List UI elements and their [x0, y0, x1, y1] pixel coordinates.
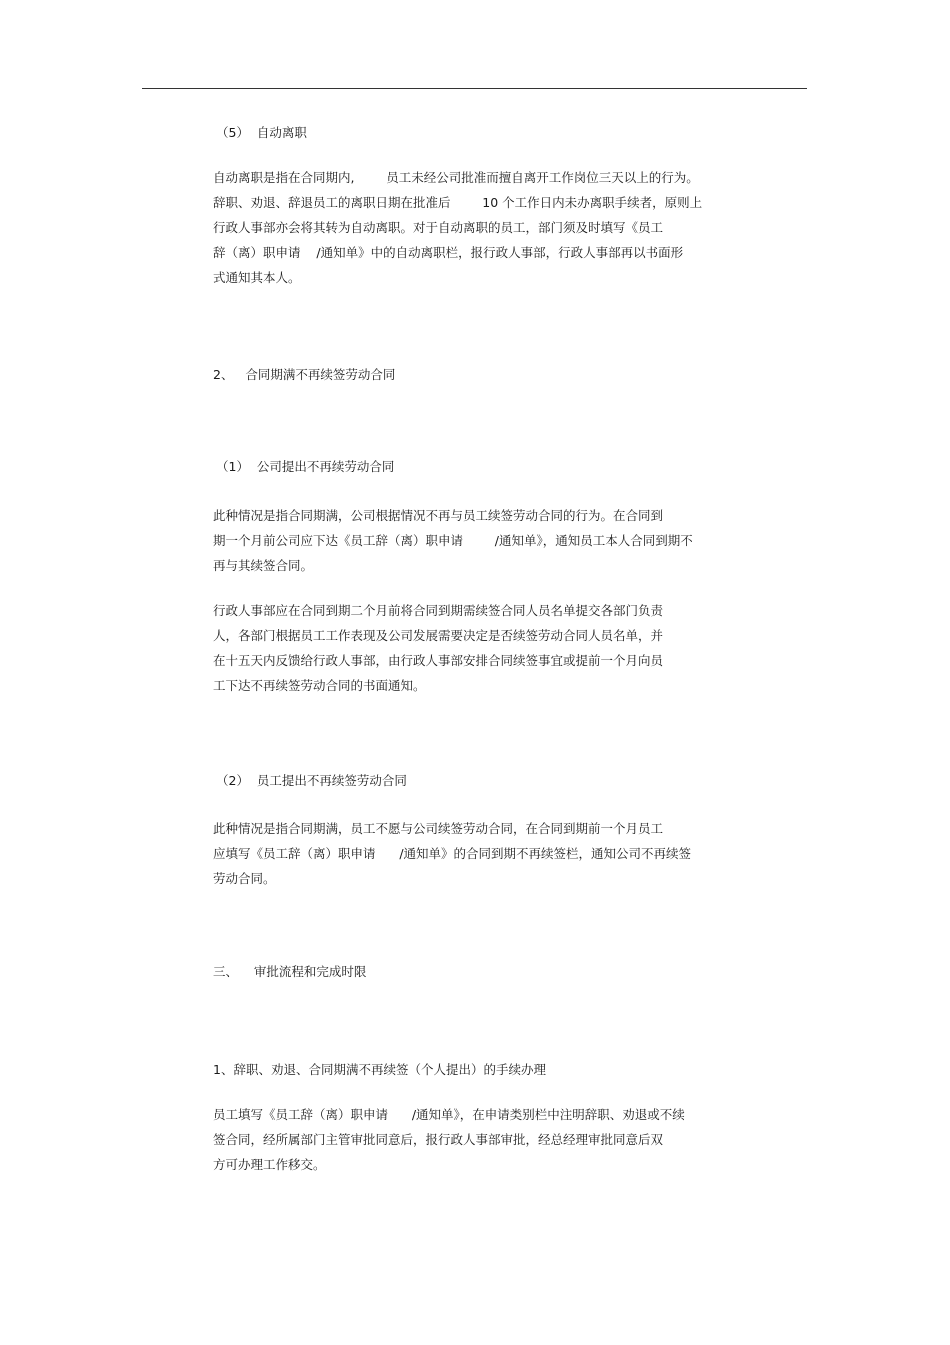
- paragraph-line: 应填写《员工辞（离）职申请 /通知单》的合同到期不再续签栏，通知公司不再续签: [213, 846, 692, 861]
- paragraph-line: 辞（离）职申请 /通知单》中的自动离职栏，报行政人事部，行政人事部再以书面形: [213, 245, 684, 260]
- paragraph-line: 在十五天内反馈给行政人事部，由行政人事部安排合同续签事宜或提前一个月向员: [213, 653, 664, 668]
- paragraph-line: 行政人事部应在合同到期二个月前将合同到期需续签合同人员名单提交各部门负责: [213, 603, 664, 618]
- paragraph-line: 方可办理工作移交。: [213, 1157, 326, 1172]
- paragraph-line: 行政人事部亦会将其转为自动离职。对于自动离职的员工，部门须及时填写《员工: [213, 220, 664, 235]
- subsection-heading-1: （1） 公司提出不再续劳动合同: [216, 459, 395, 474]
- paragraph-line: 人，各部门根据员工工作表现及公司发展需要决定是否续签劳动合同人员名单，并: [213, 628, 664, 643]
- item-heading-1: 1、辞职、劝退、合同期满不再续签（个人提出）的手续办理: [213, 1062, 546, 1077]
- paragraph-line: 期一个月前公司应下达《员工辞（离）职申请 /通知单》，通知员工本人合同到期不: [213, 533, 693, 548]
- section-heading-5: （5） 自动离职: [216, 125, 307, 140]
- paragraph-line: 此种情况是指合同期满，员工不愿与公司续签劳动合同，在合同到期前一个月员工: [213, 821, 664, 836]
- paragraph-line: 自动离职是指在合同期内, 员工未经公司批准而擅自离开工作岗位三天以上的行为。: [213, 170, 699, 185]
- paragraph-line: 再与其续签合同。: [213, 558, 314, 573]
- paragraph-line: 工下达不再续签劳动合同的书面通知。: [213, 678, 426, 693]
- subsection-heading-2: （2） 员工提出不再续签劳动合同: [216, 773, 407, 788]
- paragraph-line: 式通知其本人。: [213, 270, 301, 285]
- paragraph-line: 辞职、劝退、辞退员工的离职日期在批准后 10 个工作日内未办离职手续者，原则上: [213, 195, 703, 210]
- paragraph-line: 此种情况是指合同期满，公司根据情况不再与员工续签劳动合同的行为。在合同到: [213, 508, 664, 523]
- section-heading-2: 2、 合同期满不再续签劳动合同: [213, 367, 396, 382]
- header-rule: [142, 88, 807, 89]
- paragraph-line: 签合同，经所属部门主管审批同意后，报行政人事部审批，经总经理审批同意后双: [213, 1132, 664, 1147]
- paragraph-line: 劳动合同。: [213, 871, 276, 886]
- section-heading-3: 三、 审批流程和完成时限: [213, 964, 367, 979]
- paragraph-line: 员工填写《员工辞（离）职申请 /通知单》，在申请类别栏中注明辞职、劝退或不续: [213, 1107, 685, 1122]
